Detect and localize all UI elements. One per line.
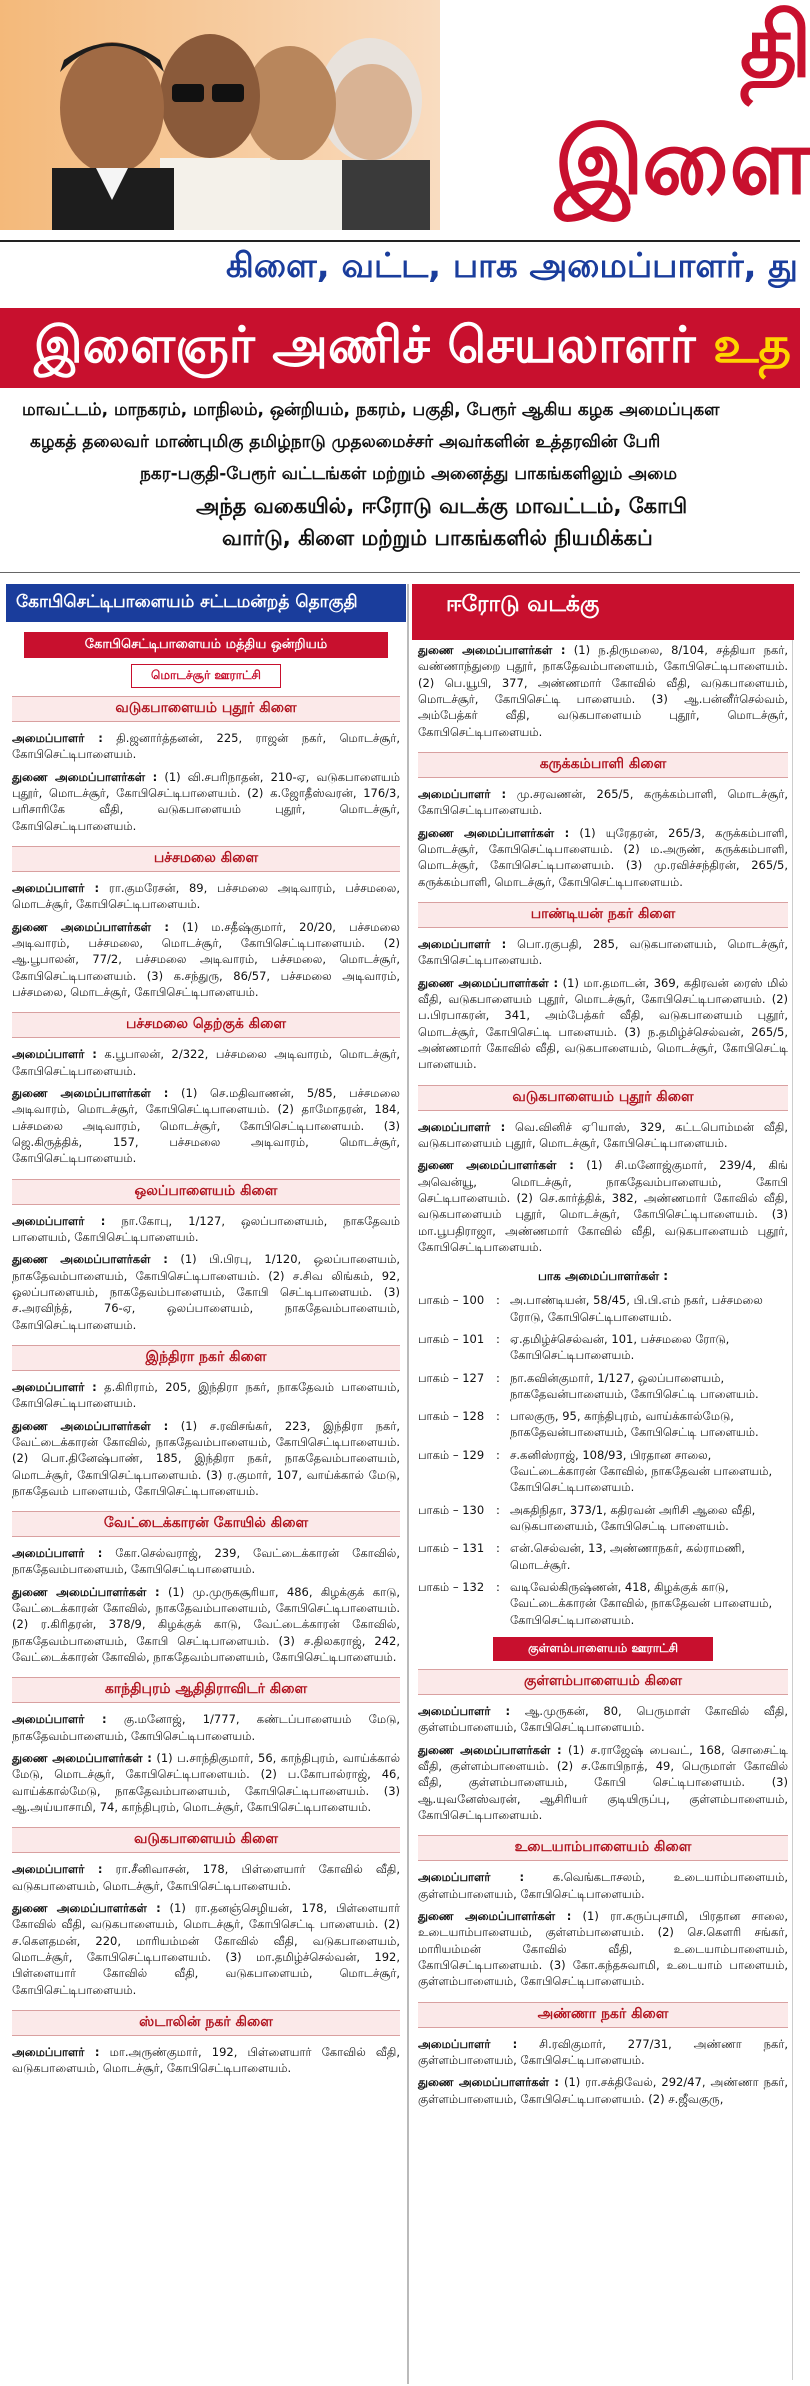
branch-heading: பாண்டியன் நகர் கிளை (418, 902, 788, 928)
paga-title: பாக அமைப்பாளர்கள் : (537, 1269, 669, 1284)
paga-number: பாகம் – 128 (418, 1409, 485, 1424)
middle-branch-list-2 (412, 1669, 794, 2111)
entry-label: அமைப்பாளர் : (418, 1119, 506, 1134)
continued-entry (412, 640, 794, 744)
paga-organizer: ச.கனிஸ்ராஜ், 108/93, பிரதான சாலை, வேட்டைக்காரன் கோவில், நாகதேவன் பாளையம், கோபிசெட்டிபாளையம். (510, 1447, 773, 1495)
paga-separator: : (496, 1447, 500, 1462)
organizer-entry (6, 878, 406, 917)
entry-text: (1) ரா.கருப்புசாமி, பிரதான சாலை, உடையாம்பாளையம், குள்ளம்பாளையம். (2) செ.கௌரி சங்கர், மாரியம்மன் கோவில் வீதி, உடையாம்பாளையம், கோபிசெட்டிபாளையம். (3) கோ.கந்தசுவாமி, உடையாம் பாளையம், குள்ளம்பாளையம், கோபிசெட்டிபாளையம். (418, 1909, 788, 1989)
paga-number: பாகம் – 129 (418, 1447, 485, 1462)
entry-text: (1) பி.பிரபு, 1/120, ஒலப்பாளையம், நாகதேவம்பாளையம், கோபிசெட்டிபாளையம். (2) ச.சிவ லிங்கம், 92, ஒலப்பாளையம், நாகதேவம்பாளையம், கோபி செட்டிபாளையம். (3) ச.அரவிந்த், 76-ஏ, ஒலப்பாளையம், நாகதேவம்பாளையம், கோபிசெட்டிபாளையம். (12, 1252, 400, 1332)
paga-separator: : (496, 1293, 500, 1308)
deputy-organizers-entry (412, 973, 794, 1077)
entry-text: மா.அருண்குமார், 192, பிள்ளையார் கோவில் வீதி, வடுகபாளையம், மொடச்சூர், கோபிசெட்டிபாளையம். (12, 2045, 400, 2076)
entry-label: அமைப்பாளர் : (12, 880, 100, 895)
entry-label: துணை அமைப்பாளர்கள் : (418, 643, 566, 657)
deputy-organizers-entry (412, 1155, 794, 1259)
masthead-banner (0, 0, 810, 240)
entry-text: ரா.குமரேசன், 89, பச்சமலை அடிவாரம், பச்சமலை, மொடச்சூர், கோபிசெட்டிபாளையம். (12, 880, 401, 912)
entry-label: துணை அமைப்பாளர்கள் : (12, 1584, 160, 1599)
deputy-organizers-entry (412, 1740, 794, 1828)
paga-organizer: அகதிநிதா, 373/1, கதிரவன் அரிசி ஆலை வீதி, வடுகபாளையம், கோபிசெட்டி பாளையம். (510, 1502, 756, 1534)
paga-separator: : (496, 1580, 500, 1595)
panchayat-tag-2: குள்ளம்பாளையம் ஊராட்சி (493, 1637, 713, 1661)
leaders-photo-strip (0, 0, 440, 230)
left-branch-list (6, 696, 406, 2081)
announcement-text-white: இளைஞர் அணிச் செயலாளர் (34, 316, 714, 374)
entry-text: (1) யுரேதரன், 265/3, கருக்கம்பாளி, மொடச்சூர், கோபிசெட்டிபாளையம். (2) ம.அருண், கருக்கம்பாளி, மொடச்சூர், கோபிசெட்டிபாளையம். (3) மு.ரவிச்சந்திரன், 265/5, கருக்கம்பாளி, மொடச்சூர், கோபிசெட்டிபாளையம். (418, 825, 788, 889)
organizer-entry (6, 1044, 406, 1083)
deputy-organizers-entry (6, 1748, 406, 1819)
organizer-entry (6, 1211, 406, 1250)
organizer-entry (6, 1709, 406, 1748)
entry-label: துணை அமைப்பாளர்கள் : (12, 1252, 168, 1267)
entry-text: ரா.சீனிவாசன், 178, பிள்ளையார் கோவில் வீதி, வடுகபாளையம், மொடச்சூர், கோபிசெட்டிபாளையம். (12, 1862, 400, 1893)
entry-text: (1) மா.தமாடன், 369, கதிரவன் ரைஸ் மில் வீதி, வடுகபாளையம் புதூர், மொடச்சூர், கோபிசெட்டிபாளையம். (2) ப.பிரபாகரன், 341, அம்பேத்கர் வீதி, வடுகபாளையம் புதூர், மொடச்சூர், கோபிசெட்டி பாளையம். (3) ந.தமிழ்ச்செல்வன், 265/5, அண்ணமார் கோவில் வீதி, வடுகபாளையம், மொடச்சூர், கோபிசெட்டி பாளையம். (418, 975, 788, 1072)
branch-heading: குள்ளம்பாளையம் கிளை (418, 1669, 788, 1695)
paga-organizer: நா.கவின்குமார், 1/127, ஒலப்பாளையம், நாகதேவன்பாளையம், கோபிசெட்டி பாளையம். (510, 1370, 759, 1401)
middle-branch-list (412, 752, 794, 1259)
entry-text: (1) ம.சதீஷ்குமார், 20/20, பச்சமலை அடிவாரம், பச்சமலை, மொடச்சூர், கோபிசெட்டிபாளையம். (2) ஆ.பூபாலன், 77/2, பச்சமலை அடிவாரம், பச்சமலை, மொடச்சூர், கோபிசெட்டிபாளையம். (3) க.சந்துரு, 86/57, பச்சமலை அடிவாரம், பச்சமலை, மொடச்சூர், கோபிசெட்டிபாளையம். (12, 919, 400, 999)
paga-number: பாகம் – 131 (418, 1541, 485, 1556)
entry-text: (1) ச.ராஜேஷ் பைவட், 168, சொசைட்டி வீதி, குள்ளம்பாளையம். (2) ச.கோபிநாத், 49, பெருமாள் கோவில் வீதி, குள்ளம்பாளையம், கோபி செட்டிபாளையம். (3) ஆ.யுவனேஸ்வரன், ஆசிரியர் குடியிருப்பு, குள்ளம்பாளையம், கோபிசெட்டிபாளையம். (418, 1742, 788, 1823)
entry-label: துணை அமைப்பாளர்கள் : (418, 975, 559, 990)
organizer-entry (412, 1701, 794, 1740)
entry-text: மு.சரவணன், 265/5, கருக்கம்பாளி, மொடச்சூர், கோபிசெட்டிபாளையம். (418, 786, 788, 818)
entry-label: துணை அமைப்பாளர்கள் : (12, 1901, 161, 1916)
organizer-entry (6, 1377, 406, 1416)
paga-organizer: என்.செல்வன், 13, அண்ணாநகர், கல்ராமணி, மொடச்சூர். (510, 1541, 746, 1572)
entry-text: கு.மனோஜ், 1/777, கண்டப்பாளையம் மேடு, நாகதேவம்பாளையம், கோபிசெட்டிபாளையம். (12, 1712, 401, 1743)
deputy-organizers-entry (6, 917, 406, 1005)
paga-number: பாகம் – 130 (418, 1502, 485, 1517)
entry-text: (1) செ.மதிவாணன், 5/85, பச்சமலை அடிவாரம், மொடச்சூர், கோபிசெட்டிபாளையம். (2) தாமோதரன், 184, பச்சமலை அடிவாரம், மொடச்சூர், கோபிசெட்டிபாளையம். (3) ஜெ.கிருத்திக், 157, பச்சமலை அடிவாரம், மொடச்சூர், கோபிசெட்டிபாளையம். (12, 1085, 400, 1166)
sub-headline-text: கிளை, வட்ட, பாக அமைப்பாளர், து (226, 246, 798, 286)
paga-organizer: ஏ.தமிழ்ச்செல்வன், 101, பச்சமலை ரோடு, கோபிசெட்டிபாளையம். (510, 1331, 730, 1363)
organizer-entry (6, 2042, 406, 2081)
column-divider (407, 584, 409, 2384)
branch-heading: காந்திபுரம் ஆதிதிராவிடர் கிளை (12, 1677, 400, 1703)
sub-headline (0, 244, 800, 306)
entry-text: (1) ரா.தனஞ்செழியன், 178, பிள்ளையார் கோவில் வீதி, வடுகபாளையம், மொடச்சூர், கோபிசெட்டி பாளையம். (2) ச.கௌதமன், 220, மாரியம்மன் கோவில் வீதி, வடுகபாளையம், மொடச்சூர், கோபிசெட்டிபாளையம். (3) மா.தமிழ்ச்செல்வன், 192, பிள்ளையார் கோவில் வீதி, வடுகபாளையம், மொடச்சூர், கோபிசெட்டிபாளையம். (12, 1901, 400, 1997)
entry-text: (1) ப.சாந்திகுமார், 56, காந்திபுரம், வாய்க்கால் மேடு, மொடச்சூர், கோபிசெட்டிபாளையம். (2) ப.கோபால்ராஜ், 46, வாய்க்கால்மேடு, நாகதேவம்பாளையம், கோபிசெட்டிபாளையம். (3) ஆ.அய்யாசாமி, 74, காந்திபுரம், மொடச்சூர், கோபிசெட்டிபாளையம். (12, 1751, 400, 1815)
entry-text: நா.கோபு, 1/127, ஒலப்பாளையம், நாகதேவம் பாளையம், கோபிசெட்டிபாளையம். (12, 1213, 400, 1244)
organizer-entry (6, 728, 406, 767)
paga-number: பாகம் – 127 (418, 1370, 485, 1385)
organizer-entry (412, 784, 794, 823)
branch-heading: வடுகபாளையம் புதூர் கிளை (418, 1085, 788, 1111)
entry-text: க.பூபாலன், 2/322, பச்சமலை அடிவாரம், மொடச்சூர், கோபிசெட்டிபாளையம். (12, 1047, 400, 1078)
deputy-organizers-entry (6, 1898, 406, 2002)
intro-line: நகர-பகுதி-பேரூர் வட்டங்கள் மற்றும் அனைத்து பாகங்களிலும் அமை (140, 464, 678, 484)
entry-text: த.கிரிராம், 205, இந்திரா நகர், நாகதேவம் பாளையம், கோபிசெட்டிபாளையம். (12, 1379, 400, 1411)
paga-organizer: அ.பாண்டியன், 58/45, பி.பி.எம் நகர், பச்சமலை ரோடு, கோபிசெட்டிபாளையம். (510, 1293, 763, 1324)
paga-row (412, 1499, 794, 1538)
deputy-organizers-entry (6, 1249, 406, 1337)
intro-line: கழகத் தலைவர் மாண்புமிகு தமிழ்நாடு முதலமைச்சர் அவர்களின் உத்தரவின் பேரி (30, 432, 661, 452)
branch-heading: வடுகபாளையம் புதூர் கிளை (12, 696, 400, 722)
entry-text: (1) மு.முருகசூரியா, 486, கிழக்குக் காடு, வேட்டைக்காரன் கோவில், நாகதேவம்பாளையம், கோபிசெட்டிபாளையம். (2) ர.கிரிதரன், 378/9, கிழக்குக் காடு, வேட்டைக்காரன் கோவில், நாகதேவம்பாளையம், கோபி செட்டிபாளையம். (3) ச.திலகராஜ், 242, வேட்டைக்காரன் கோவில், நாகதேவம்பாளையம், கோபிசெட்டிபாளையம். (12, 1584, 400, 1665)
entry-label: துணை அமைப்பாளர்கள் : (12, 1751, 152, 1766)
branch-heading: பச்சமலை கிளை (12, 846, 400, 872)
deputy-organizers-entry (412, 2072, 794, 2111)
paga-row (412, 1576, 794, 1631)
branch-heading: வேட்டைக்காரன் கோயில் கிளை (12, 1511, 400, 1537)
paga-separator: : (496, 1370, 500, 1385)
branch-heading: வடுகபாளையம் கிளை (12, 1827, 400, 1853)
branch-heading: பச்சமலை தெற்குக் கிளை (12, 1012, 400, 1038)
paga-number: பாகம் – 101 (418, 1331, 485, 1346)
entry-text: கோ.செல்வராஜ், 239, வேட்டைக்காரன் கோவில், நாகதேவம்பாளையம், கோபிசெட்டிபாளையம். (12, 1546, 400, 1577)
entry-label: அமைப்பாளர் : (12, 1862, 103, 1877)
entry-label: அமைப்பாளர் : (12, 1712, 107, 1727)
intro-line: அந்த வகையில், ஈரோடு வடக்கு மாவட்டம், கோபி (196, 494, 688, 518)
entry-label: துணை அமைப்பாளர்கள் : (12, 1085, 169, 1100)
intro-rule (0, 572, 800, 573)
entry-text: சி.ரவிகுமார், 277/31, அண்ணா நகர், குள்ளம்பாளையம், கோபிசெட்டிபாளையம். (418, 2036, 788, 2068)
entry-text: (1) ந.திருமலை, 8/104, சத்தியா நகர், வண்ணாந்துறை புதூர், நாகதேவம்பாளையம், கோபிசெட்டிபாளையம். (2) பெ.யூபி, 377, அண்ணமார் கோவில் வீதி, வடுகபாளையம், மொடச்சூர், கோபிசெட்டி பாளையம். (3) ஆ.பன்னீர்செல்வம், அம்பேத்கர் வீதி, வடுகபாளையம் புதூர், மொடச்சூர், கோபிசெட்டிபாளையம். (418, 643, 788, 739)
branch-heading: ஒலப்பாளையம் கிளை (12, 1179, 400, 1205)
paga-organizer: வடிவேல்கிருஷ்ணன், 418, கிழக்குக் காடு, வேட்டைக்காரன் கோவில், நாகதேவன் பாளையம், கோபிசெட்டிபாளையம். (510, 1580, 773, 1627)
organizer-entry (6, 1543, 406, 1582)
paga-row (412, 1328, 794, 1367)
entry-label: துணை அமைப்பாளர்கள் : (418, 1742, 562, 1757)
entry-text: தி.ஜனார்த்தனன், 225, ராஜன் நகர், மொடச்சூர், கோபிசெட்டிபாளையம். (12, 731, 401, 762)
banner-rule (0, 240, 800, 242)
entry-label: அமைப்பாளர் : (418, 786, 507, 801)
entry-label: துணை அமைப்பாளர்கள் : (418, 1158, 574, 1173)
deputy-organizers-entry (6, 1582, 406, 1670)
entry-label: அமைப்பாளர் : (418, 1704, 511, 1719)
intro-line: மாவட்டம், மாநகரம், மாநிலம், ஒன்றியம், நகரம், பகுதி, பேரூர் ஆகிய கழக அமைப்புகள (22, 400, 720, 420)
constituency-title: கோபிசெட்டிபாளையம் சட்டமன்றத் தொகுதி (6, 584, 406, 622)
organizer-entry (412, 2034, 794, 2073)
entry-text: (1) வி.சபரிநாதன், 210-ஏ, வடுகபாளையம் புதூர், மொடச்சூர், கோபிசெட்டிபாளையம். (2) க.ஜோதீஸ்வரன், 176/3, பரிசாரிகே வீதி, வடுகபாளையம் புதூர், மொடச்சூர், கோபிசெட்டிபாளையம். (12, 769, 400, 833)
entry-text: (1) சி.மனோஜ்குமார், 239/4, கிங் அவென்யூ, மொடச்சூர், நாகதேவம்பாளையம், கோபி செட்டிபாளையம். (2) செ.கார்த்திக், 382, அண்ணமார் கோவில் வீதி, வடுகபாளையம் புதூர், மொடச்சூர், கோபிசெட்டிபாளையம். (3) மா.பூபதிராஜா, அண்ணமார் கோவில் வீதி, வடுகபாளையம் புதூர், கோபிசெட்டிபாளையம். (418, 1158, 788, 1254)
entry-label: துணை அமைப்பாளர்கள் : (12, 919, 170, 934)
paga-separator: : (496, 1331, 500, 1346)
entry-label: அமைப்பாளர் : (418, 936, 507, 951)
branch-heading: ஸ்டாலின் நகர் கிளை (12, 2010, 400, 2036)
entry-label: துணை அமைப்பாளர்கள் : (12, 1418, 169, 1433)
entry-label: துணை அமைப்பாளர்கள் : (418, 825, 570, 840)
middle-column (412, 584, 794, 2384)
leaders-portrait-illustration (0, 0, 440, 230)
deputy-organizers-entry (6, 767, 406, 838)
branch-heading: அண்ணா நகர் கிளை (418, 2002, 788, 2028)
entry-label: துணை அமைப்பாளர்கள் : (418, 2075, 559, 2090)
deputy-organizers-entry (6, 1416, 406, 1504)
organizer-entry (412, 934, 794, 973)
paga-row (412, 1405, 794, 1444)
headline-line-2: இளை (554, 108, 810, 215)
entry-label: அமைப்பாளர் : (418, 2036, 518, 2051)
panchayat-tag: மொடச்சூர் ஊராட்சி (131, 664, 281, 688)
paga-separator: : (496, 1502, 500, 1517)
entry-text: க.வெங்கடாசலம், உடையாம்பாளையம், குள்ளம்பாளையம், கோபிசெட்டிபாளையம். (418, 1870, 788, 1901)
paga-number: பாகம் – 132 (418, 1580, 485, 1595)
paga-row (412, 1289, 794, 1328)
organizer-entry (6, 1859, 406, 1898)
branch-heading: இந்திரா நகர் கிளை (12, 1345, 400, 1371)
deputy-organizers-entry (412, 823, 794, 894)
entry-text: (1) ரா.சக்திவேல், 292/47, அண்ணா நகர், குள்ளம்பாளையம், கோபிசெட்டிபாளையம். (2) ச.ஜீவகுரு, (418, 2075, 788, 2106)
paga-row (412, 1444, 794, 1499)
branch-heading: உடையாம்பாளையம் கிளை (418, 1835, 788, 1861)
district-band: ஈரோடு வடக்கு (412, 584, 794, 640)
organizer-entry (412, 1117, 794, 1156)
entry-label: அமைப்பாளர் : (12, 1546, 103, 1561)
entry-text: வெ.வினிச் ஏியாஸ், 329, கட்டபொம்மன் வீதி, வடுகபாளையம் புதூர், மொடச்சூர், கோபிசெட்டிபாளையம். (418, 1119, 789, 1150)
headline-line-1: தி (739, 0, 810, 97)
paga-separator: : (496, 1541, 500, 1556)
branch-heading: கருக்கம்பாளி கிளை (418, 752, 788, 778)
entry-text: ஆ.முருகன், 80, பெருமாள் கோவில் வீதி, குள்ளம்பாளையம், கோபிசெட்டிபாளையம். (418, 1704, 788, 1735)
entry-label: துணை அமைப்பாளர்கள் : (12, 769, 158, 784)
entry-label: அமைப்பாளர் : (12, 1047, 97, 1062)
announcement-text-yellow: உத (713, 316, 792, 374)
paga-separator: : (496, 1409, 500, 1424)
entry-label: அமைப்பாளர் : (12, 1213, 106, 1228)
left-column (6, 584, 406, 2384)
announcement-text (34, 316, 791, 381)
deputy-organizers-entry (412, 1906, 794, 1994)
entry-text: (1) ச.ரவிசங்கர், 223, இந்திரா நகர், வேட்டைக்காரன் கோவில், நாகதேவம்பாளையம், கோபிசெட்டிபாளையம். (2) பொ.தினேஷ்பாண், 185, இந்திரா நகர், நாகதேவம்பாளையம், மொடச்சூர், கோபிசெட்டிபாளையம். (3) ர.குமார், 107, வாய்க்கால் மேடு, நாகதேவம் பாளையம், கோபிசெட்டிபாளையம். (12, 1418, 401, 1498)
intro-paragraph (0, 396, 800, 562)
entry-label: துணை அமைப்பாளர்கள் : (418, 1909, 572, 1924)
union-title: கோபிசெட்டிபாளையம் மத்திய ஒன்றியம் (24, 632, 388, 658)
entry-label: அமைப்பாளர் : (418, 1870, 525, 1885)
announcement-band (0, 308, 800, 388)
paga-row (412, 1537, 794, 1576)
paga-list (412, 1289, 794, 1631)
entry-label: அமைப்பாளர் : (12, 2045, 100, 2060)
paga-row (412, 1367, 794, 1406)
intro-line: வார்டு, கிளை மற்றும் பாகங்களில் நியமிக்கப் (222, 526, 653, 550)
paga-organizer: பாலகுரு, 95, காந்திபுரம், வாய்க்கால்மேடு, நாகதேவன்பாளையம், கோபிசெட்டி பாளையம். (510, 1409, 759, 1440)
deputy-organizers-entry (6, 1083, 406, 1171)
entry-label: அமைப்பாளர் : (12, 1379, 97, 1394)
paga-number: பாகம் – 100 (418, 1293, 485, 1308)
organizer-entry (412, 1867, 794, 1906)
entry-text: பொ.ரகுபதி, 285, வடுகபாளையம், மொடச்சூர், கோபிசெட்டிபாளையம். (418, 936, 788, 968)
entry-label: அமைப்பாளர் : (12, 731, 103, 745)
